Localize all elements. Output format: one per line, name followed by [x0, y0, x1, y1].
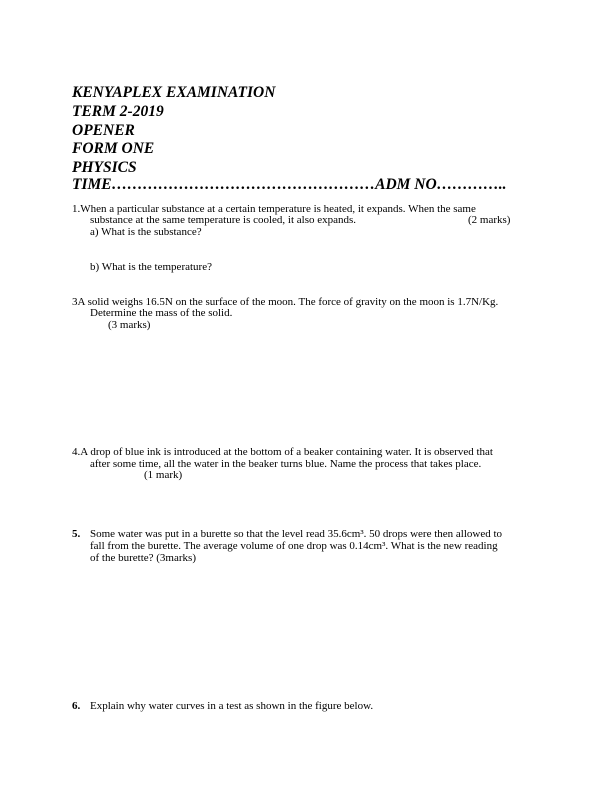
exam-type: OPENER [72, 122, 135, 139]
q4-marks: (1 mark) [144, 469, 183, 481]
q5-line1: Some water was put in a burette so that the level read 35.6cm³. 50 drops were then allowed to [90, 528, 503, 540]
q3-marks: (3 marks) [108, 319, 151, 331]
q3-line2: Determine the mass of the solid. [90, 307, 233, 319]
exam-form: FORM ONE [72, 140, 155, 157]
q1-line2: substance at the same temperature is cooled, it also expands. [90, 214, 357, 226]
q1-part-a: a) What is the substance? [90, 226, 202, 238]
q4-line1: 4.A drop of blue ink is introduced at the bottom of a beaker containing water. It is observed that [72, 446, 493, 458]
time-adm-line: TIME……………………………………………ADM NO………….. [72, 176, 507, 193]
q6-number: 6. [72, 700, 81, 712]
exam-subject: PHYSICS [72, 159, 137, 176]
exam-term: TERM 2-2019 [72, 103, 164, 120]
q3-line1: 3A solid weighs 16.5N on the surface of the moon. The force of gravity on the moon is 1.7N/Kg. [72, 296, 499, 308]
q4-line2: after some time, all the water in the beaker turns blue. Name the process that takes place. [90, 458, 482, 470]
exam-title: KENYAPLEX EXAMINATION [72, 84, 276, 101]
q1-marks: (2 marks) [468, 214, 511, 226]
q1-line1: 1.When a particular substance at a certain temperature is heated, it expands. When the same [72, 203, 476, 215]
q6-text: Explain why water curves in a test as shown in the figure below. [90, 700, 374, 712]
q5-line2: fall from the burette. The average volume of one drop was 0.14cm³. What is the new reading [90, 540, 498, 552]
q5-number: 5. [72, 528, 81, 540]
q5-line3: of the burette? (3marks) [90, 552, 196, 564]
q1-part-b: b) What is the temperature? [90, 261, 212, 273]
